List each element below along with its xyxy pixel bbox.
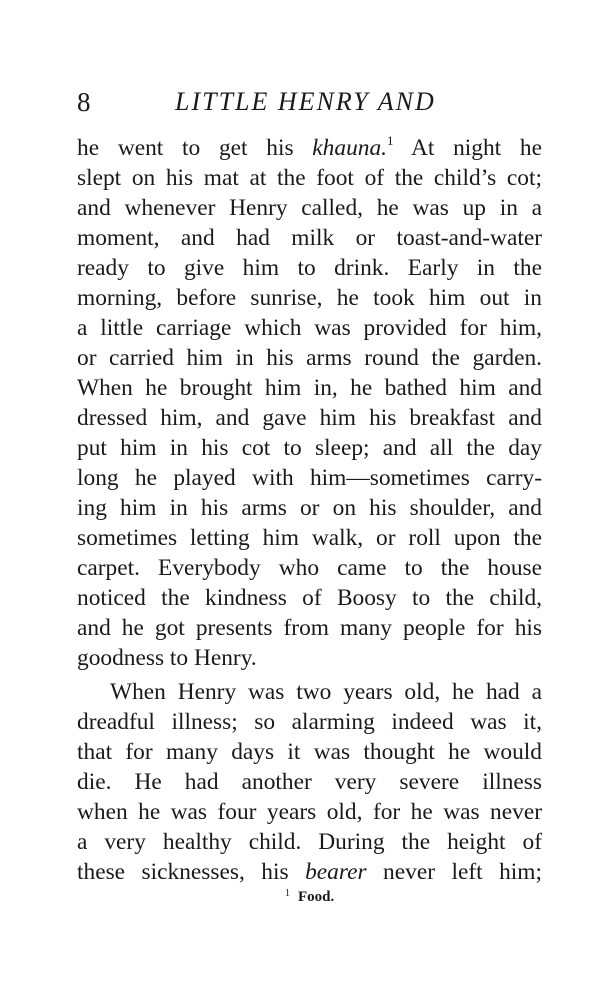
text-line: and whenever Henry called, he was up in a [77, 195, 542, 221]
italic-word-bearer: bearer [305, 859, 367, 885]
text-line: he went to get his khauna.$^1$ At night he [77, 133, 542, 161]
page-header [77, 84, 537, 124]
text-line: When Henry was two years old, he had a [110, 679, 542, 705]
text-line: ing him in his arms or on his shoulder, and [77, 495, 542, 521]
text-line: these sicknesses, his bearer never left him; [77, 859, 542, 885]
page-number: 8 [77, 87, 91, 117]
text-line: long he played with him—sometimes carry- [77, 465, 542, 491]
text-line: slept on his mat at the foot of the child’s cot; [77, 165, 542, 191]
text-line: ready to give him to drink. Early in the [77, 255, 542, 281]
text-line: put him in his cot to sleep; and all the day [77, 435, 542, 461]
text-line: a little carriage which was provided for him, [77, 315, 542, 341]
text-line: or carried him in his arms round the garden. [77, 345, 542, 371]
text-line: when he was four years old, for he was never [77, 799, 542, 825]
text-line: a very healthy child. During the height of [77, 829, 542, 855]
running-title: LITTLE HENRY AND [175, 87, 436, 116]
text-line: moment, and had milk or toast-and-water [77, 225, 542, 251]
paragraph [77, 677, 542, 887]
text-line: morning, before sunrise, he took him out in [77, 285, 542, 311]
text-line: When he brought him in, he bathed him and [77, 375, 542, 401]
text-line: and he got presents from many people for his [77, 615, 542, 641]
text-line: that for many days it was thought he would [77, 739, 542, 765]
text-line: die. He had another very severe illness [77, 769, 542, 795]
text-line: goodness to Henry. [77, 645, 257, 671]
footnote-text: Food. [298, 889, 335, 905]
text-line: sometimes letting him walk, or roll upon the [77, 525, 542, 551]
footnote-reference: 1 [387, 133, 394, 148]
text-line: dressed him, and gave him his breakfast and [77, 405, 542, 431]
text-line: dreadful illness; so alarming indeed was it, [77, 709, 542, 735]
footnote-marker: 1 [285, 888, 290, 899]
footnote [285, 884, 334, 907]
body-text [77, 133, 542, 887]
italic-word-khauna: khauna. [312, 135, 388, 161]
text-line: carpet. Everybody who came to the house [77, 555, 542, 581]
text-line: noticed the kindness of Boosy to the child, [77, 585, 542, 611]
paragraph [77, 133, 542, 673]
